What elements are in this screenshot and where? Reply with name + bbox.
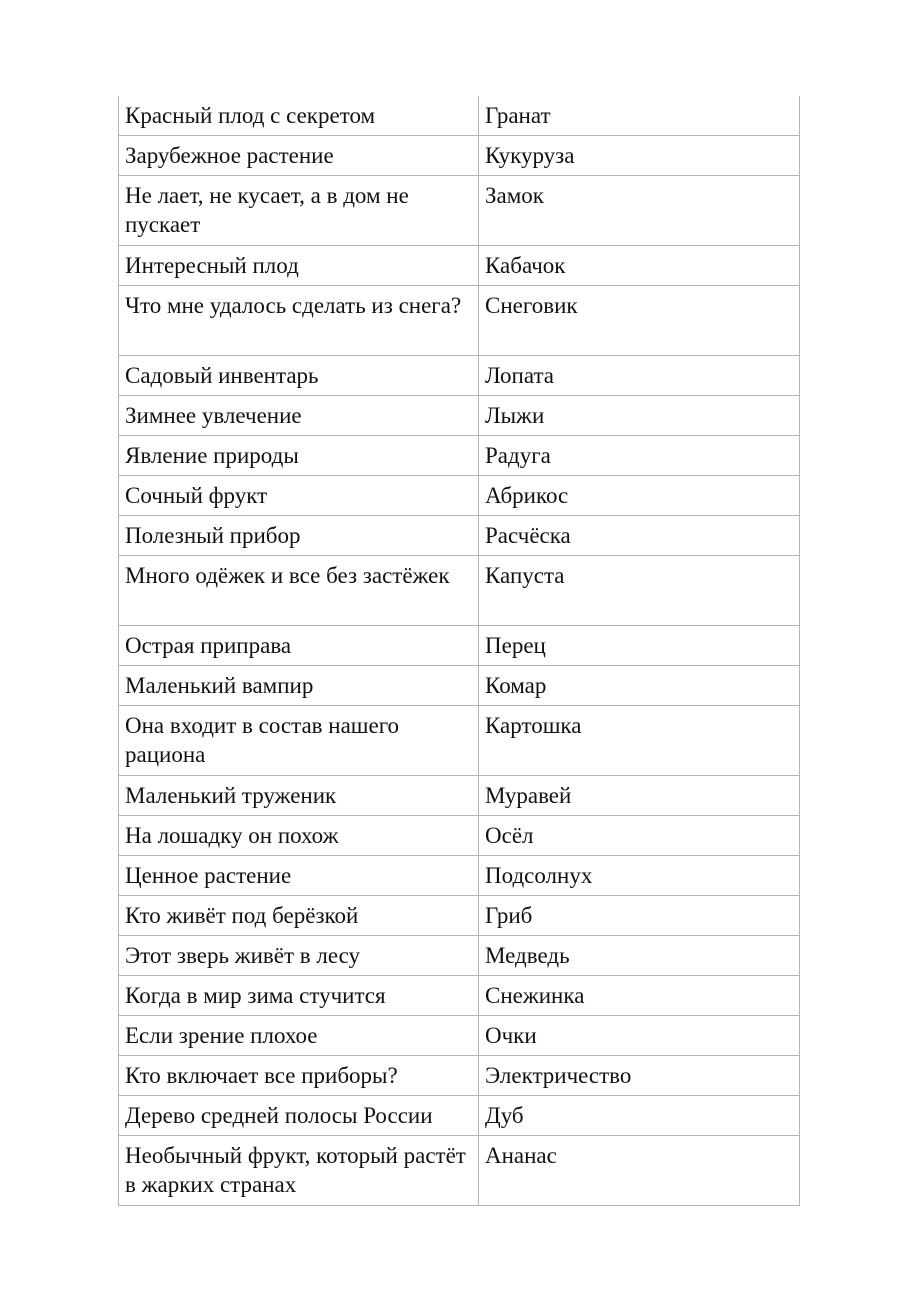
riddle-cell: Острая приправа <box>119 626 479 666</box>
riddle-cell: Явление природы <box>119 436 479 476</box>
table-row <box>119 396 800 436</box>
riddle-cell: Ценное растение <box>119 856 479 896</box>
table-row <box>119 936 800 976</box>
table-row <box>119 896 800 936</box>
riddle-cell: Много одёжек и все без застёжек <box>119 556 479 626</box>
table-row <box>119 246 800 286</box>
answer-cell: Картошка <box>479 706 800 776</box>
table-body <box>119 96 800 1206</box>
answer-cell: Кукуруза <box>479 136 800 176</box>
table-row <box>119 976 800 1016</box>
riddle-cell: Зимнее увлечение <box>119 396 479 436</box>
answer-cell: Ананас <box>479 1136 800 1206</box>
answer-cell: Радуга <box>479 436 800 476</box>
riddle-cell: Необычный фрукт, который растёт в жарких странах <box>119 1136 479 1206</box>
answer-cell: Абрикос <box>479 476 800 516</box>
riddle-cell: Кто включает все приборы? <box>119 1056 479 1096</box>
answer-cell: Медведь <box>479 936 800 976</box>
answer-cell: Муравей <box>479 776 800 816</box>
answer-cell: Комар <box>479 666 800 706</box>
answer-cell: Гранат <box>479 96 800 136</box>
riddle-cell: Дерево средней полосы России <box>119 1096 479 1136</box>
riddle-cell: Когда в мир зима стучится <box>119 976 479 1016</box>
table-row <box>119 176 800 246</box>
table-row <box>119 776 800 816</box>
riddle-cell: Маленький вампир <box>119 666 479 706</box>
answer-cell: Снеговик <box>479 286 800 356</box>
answer-cell: Лыжи <box>479 396 800 436</box>
riddle-cell: Интересный плод <box>119 246 479 286</box>
table-row <box>119 1056 800 1096</box>
answer-cell: Кабачок <box>479 246 800 286</box>
table-row <box>119 1016 800 1056</box>
table-row <box>119 666 800 706</box>
answer-cell: Электричество <box>479 1056 800 1096</box>
answer-cell: Очки <box>479 1016 800 1056</box>
table-row <box>119 706 800 776</box>
riddle-cell: Маленький труженик <box>119 776 479 816</box>
riddle-cell: Садовый инвентарь <box>119 356 479 396</box>
riddle-cell: Этот зверь живёт в лесу <box>119 936 479 976</box>
table-row <box>119 356 800 396</box>
answer-cell: Подсолнух <box>479 856 800 896</box>
answer-cell: Гриб <box>479 896 800 936</box>
riddle-cell: Кто живёт под берёзкой <box>119 896 479 936</box>
table-row <box>119 856 800 896</box>
riddle-cell: Что мне удалось сделать из снега? <box>119 286 479 356</box>
answer-cell: Капуста <box>479 556 800 626</box>
answer-cell: Снежинка <box>479 976 800 1016</box>
riddle-cell: Полезный прибор <box>119 516 479 556</box>
table-row <box>119 476 800 516</box>
answer-cell: Дуб <box>479 1096 800 1136</box>
answer-cell: Лопата <box>479 356 800 396</box>
table-row <box>119 286 800 356</box>
table-row <box>119 436 800 476</box>
table-row <box>119 136 800 176</box>
table-row <box>119 1136 800 1206</box>
riddle-answer-table <box>118 96 800 1206</box>
riddle-cell: На лошадку он похож <box>119 816 479 856</box>
table-row <box>119 556 800 626</box>
riddle-cell: Красный плод с секретом <box>119 96 479 136</box>
riddle-cell: Зарубежное растение <box>119 136 479 176</box>
answer-cell: Осёл <box>479 816 800 856</box>
riddle-cell: Не лает, не кусает, а в дом не пускает <box>119 176 479 246</box>
riddle-cell: Если зрение плохое <box>119 1016 479 1056</box>
answer-cell: Расчёска <box>479 516 800 556</box>
table-row <box>119 516 800 556</box>
answer-cell: Перец <box>479 626 800 666</box>
table-row <box>119 1096 800 1136</box>
table-row <box>119 96 800 136</box>
riddle-cell: Сочный фрукт <box>119 476 479 516</box>
table-row <box>119 626 800 666</box>
table-row <box>119 816 800 856</box>
riddle-cell: Она входит в состав нашего рациона <box>119 706 479 776</box>
answer-cell: Замок <box>479 176 800 246</box>
